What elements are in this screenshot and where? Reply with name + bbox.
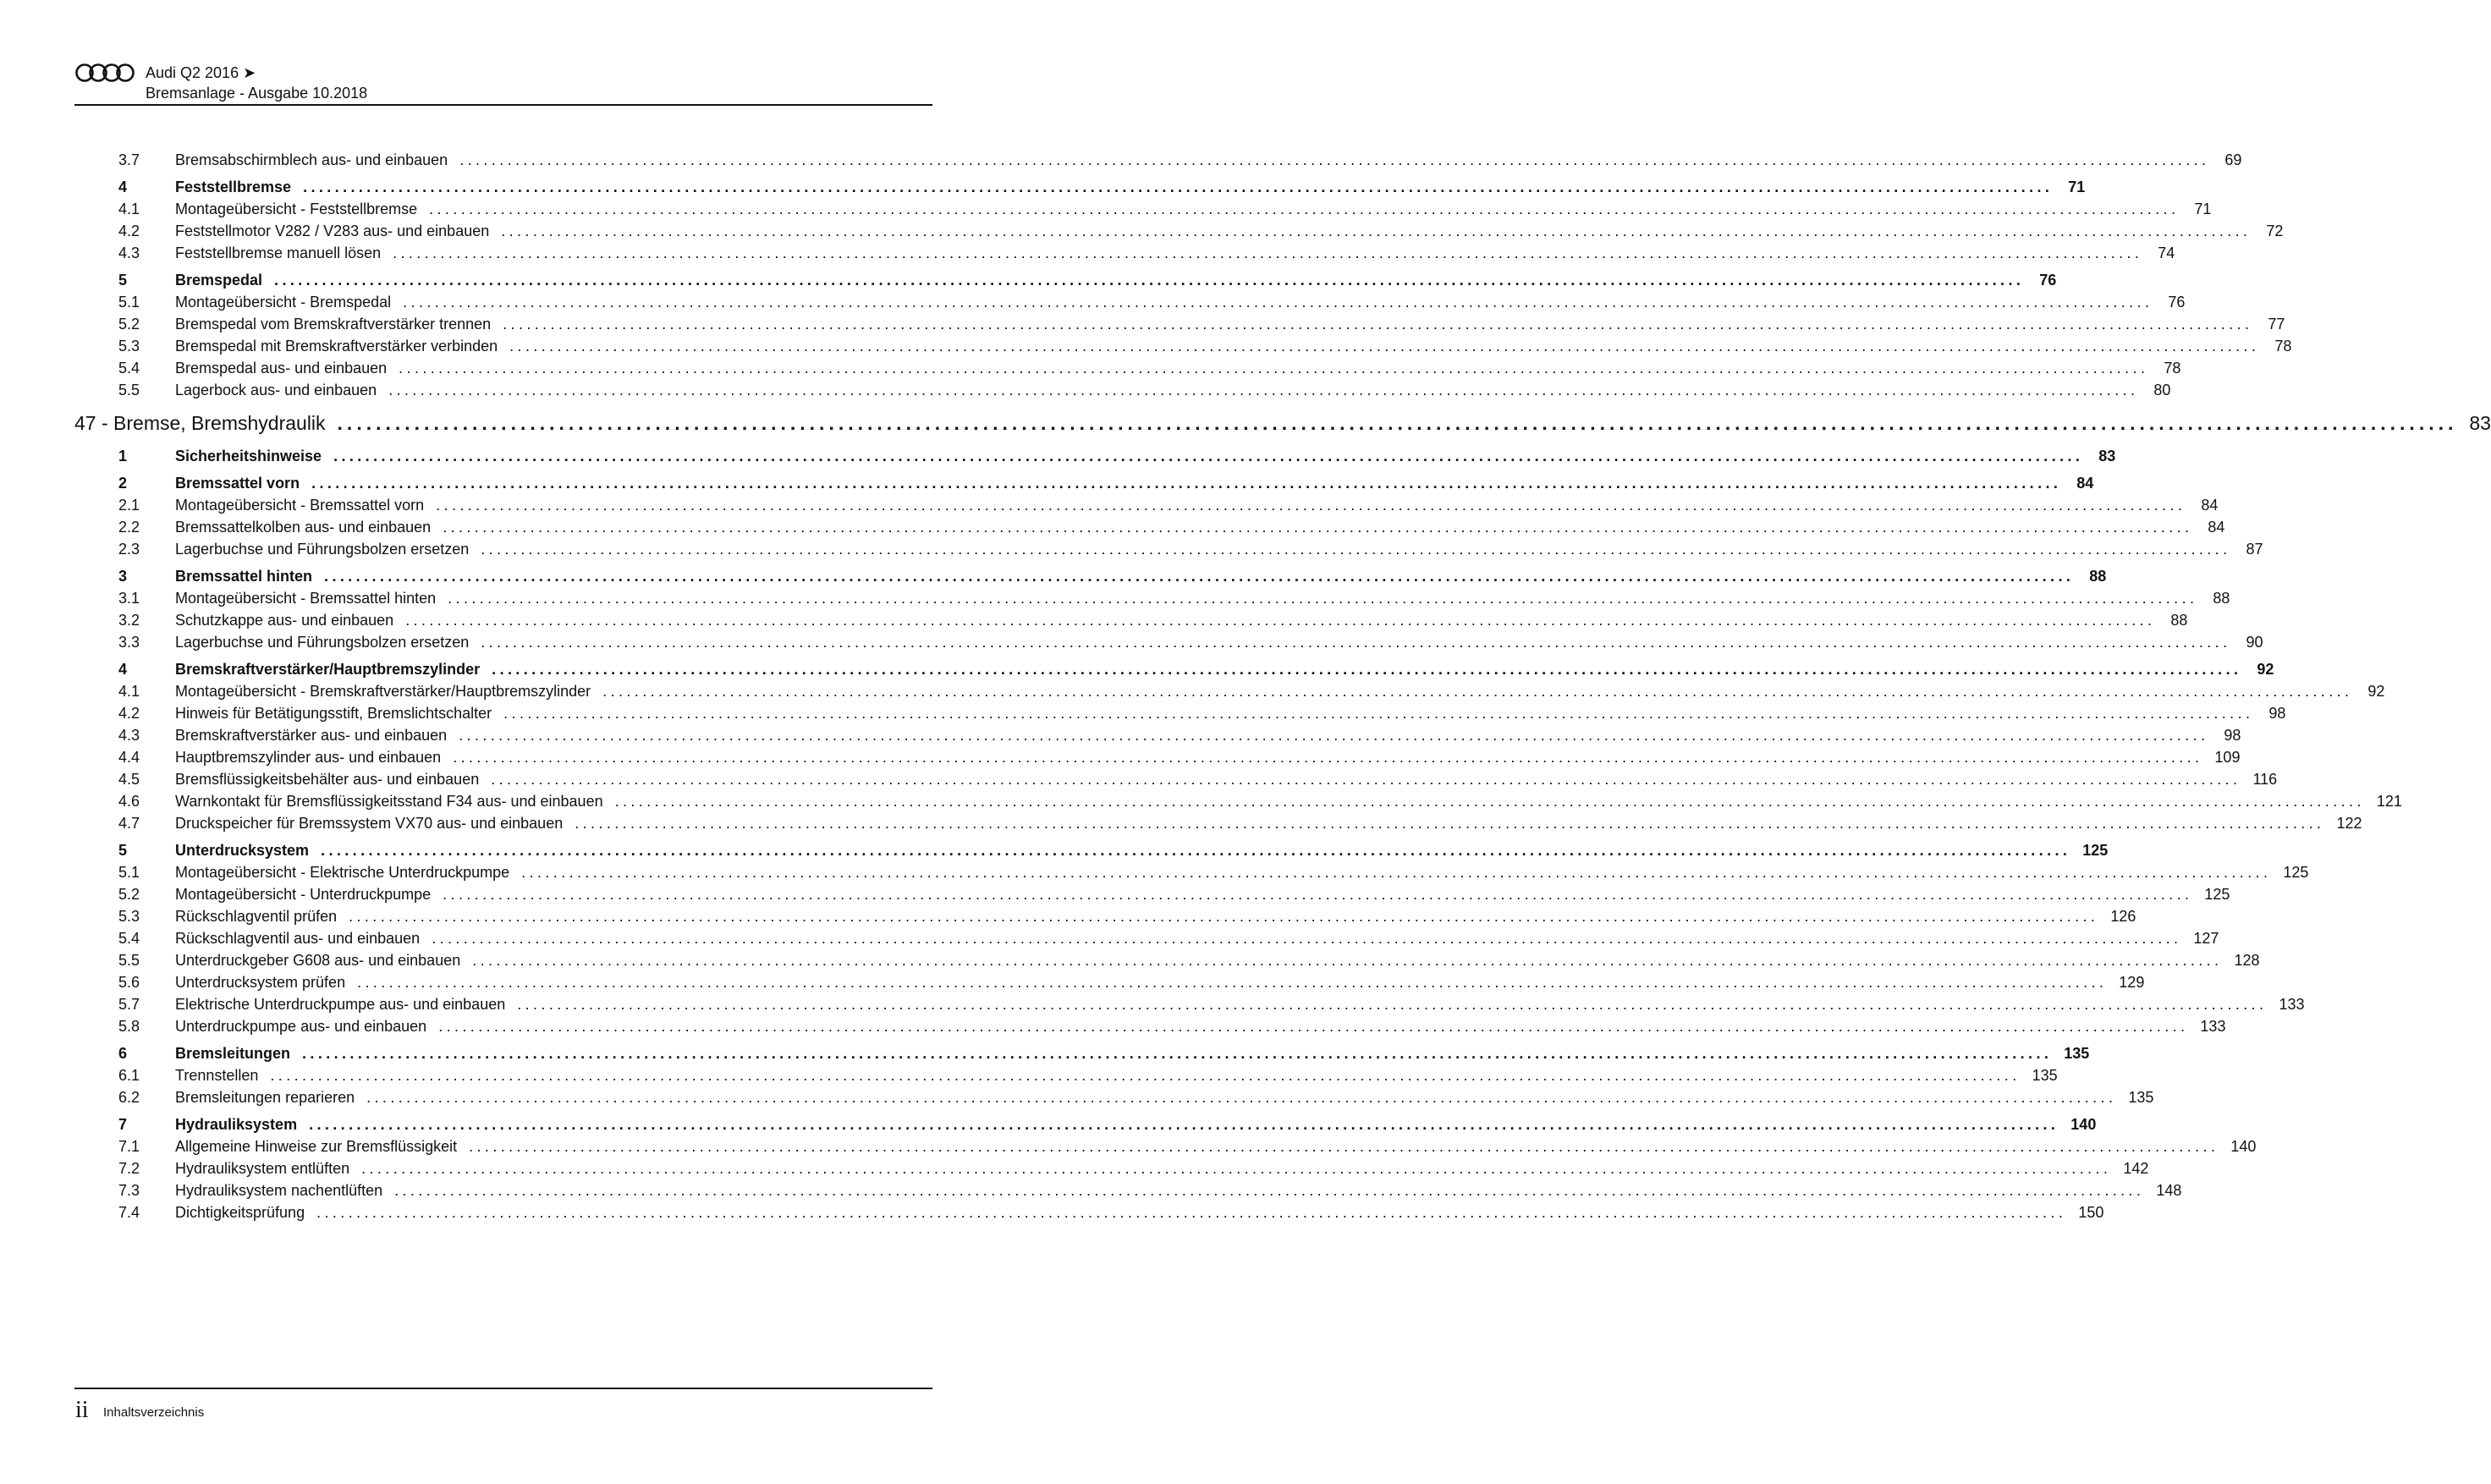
toc-number: 5.1	[118, 864, 140, 881]
toc-title: Bremspedal mit Bremskraftverstärker verbinden	[175, 338, 498, 355]
toc-number: 5.5	[118, 382, 140, 398]
dot-leader: ............................................................................................................................................................................................................................	[481, 541, 2231, 558]
toc-page-number: 150	[2078, 1204, 2104, 1221]
toc-number: 7.2	[118, 1160, 140, 1177]
toc-entry[interactable]	[74, 812, 2362, 834]
toc-entry[interactable]	[74, 993, 2305, 1015]
dot-leader: ............................................................................................................................................................................................................................	[302, 1045, 2053, 1062]
toc-number: 5.6	[118, 974, 140, 991]
toc-page-number: 135	[2032, 1067, 2058, 1084]
toc-entry[interactable]	[74, 379, 2171, 401]
toc-entry[interactable]	[74, 1157, 2149, 1179]
footer-label: Inhaltsverzeichnis	[103, 1405, 205, 1420]
toc-page-number: 77	[2268, 316, 2285, 333]
dot-leader: ............................................................................................................................................................................................................................	[393, 245, 2143, 261]
toc-number: 5.3	[118, 908, 140, 925]
toc-number: 5.7	[118, 996, 140, 1013]
toc-number: 6	[118, 1045, 128, 1062]
toc-section[interactable]	[74, 565, 2107, 587]
dot-leader: ............................................................................................................................................................................................................................	[602, 683, 2353, 700]
toc-title: Allgemeine Hinweise zur Bremsflüssigkeit	[175, 1138, 458, 1155]
toc-title: Bremsabschirmblech aus- und einbauen	[175, 151, 448, 168]
dot-leader: ............................................................................................................................................................................................................................	[443, 519, 2193, 536]
toc-number: 4.1	[118, 683, 140, 700]
toc-title: Hauptbremszylinder aus- und einbauen	[175, 749, 442, 766]
toc-entry[interactable]	[74, 149, 2242, 171]
dot-leader: ............................................................................................................................................................................................................................	[321, 842, 2071, 859]
dot-leader: ............................................................................................................................................................................................................................	[361, 1160, 2112, 1177]
toc-page-number: 88	[2089, 568, 2107, 585]
dot-leader: ............................................................................................................................................................................................................................	[491, 771, 2241, 788]
toc-page-number: 135	[2064, 1045, 2090, 1062]
toc-number: 3.7	[118, 151, 140, 168]
dot-leader: ............................................................................................................................................................................................................................	[349, 908, 2099, 925]
toc-entry[interactable]	[74, 538, 2263, 560]
toc-page-number: 98	[2224, 727, 2241, 744]
toc-title: Hydrauliksystem	[175, 1116, 298, 1133]
toc-title: Elektrische Unterdruckpumpe aus- und einbauen	[175, 996, 506, 1013]
toc-title: Unterdruckpumpe aus- und einbauen	[175, 1018, 427, 1035]
toc-title: Dichtigkeitsprüfung	[175, 1204, 305, 1221]
toc-page-number: 148	[2156, 1182, 2182, 1199]
toc-title: Unterdrucksystem prüfen	[175, 974, 346, 991]
toc-entry[interactable]	[74, 702, 2286, 724]
toc-entry[interactable]	[74, 1064, 2058, 1086]
toc-title: Bremspedal	[175, 272, 263, 289]
toc-page-number: 140	[2070, 1116, 2097, 1133]
toc-page-number: 69	[2224, 151, 2242, 168]
toc-entry[interactable]	[74, 680, 2385, 702]
dot-leader: ............................................................................................................................................................................................................................	[459, 727, 2209, 744]
dot-leader: ............................................................................................................................................................................................................................	[436, 497, 2186, 514]
toc-page-number: 74	[2158, 245, 2175, 261]
toc-section[interactable]	[74, 1042, 2090, 1064]
toc-number: 4	[118, 179, 128, 195]
toc-number: 4	[118, 661, 128, 678]
dot-leader: ............................................................................................................................................................................................................................	[388, 382, 2139, 398]
toc-page-number: 76	[2039, 272, 2057, 289]
toc-title: Bremsleitungen reparieren	[175, 1089, 355, 1106]
toc-number: 4.4	[118, 749, 140, 766]
toc-entry[interactable]	[74, 746, 2241, 768]
dot-leader: ............................................................................................................................................................................................................................	[394, 1182, 2145, 1199]
toc-page-number: 116	[2252, 771, 2278, 788]
toc-entry[interactable]	[74, 1015, 2226, 1037]
toc-entry[interactable]	[74, 1179, 2182, 1201]
toc-page-number: 92	[2367, 683, 2385, 700]
toc-entry[interactable]	[74, 587, 2230, 609]
toc-title: Hinweis für Betätigungsstift, Bremslichtschalter	[175, 705, 492, 722]
toc-number: 4.7	[118, 815, 140, 832]
toc-page-number: 142	[2123, 1160, 2149, 1177]
toc-number: 5.1	[118, 294, 140, 311]
toc-section[interactable]	[74, 472, 2094, 494]
toc-page-number: 71	[2194, 201, 2212, 217]
toc-page-number: 80	[2153, 382, 2171, 398]
toc-title: Lagerbuchse und Führungsbolzen ersetzen	[175, 541, 470, 558]
dot-leader: ............................................................................................................................................................................................................................	[614, 793, 2365, 810]
dot-leader: ............................................................................................................................................................................................................................	[503, 705, 2254, 722]
toc-section[interactable]	[74, 658, 2274, 680]
toc-page-number: 125	[2204, 886, 2230, 903]
toc-section[interactable]	[74, 269, 2057, 291]
dot-leader: ............................................................................................................................................................................................................................	[316, 1204, 2067, 1221]
dot-leader: ............................................................................................................................................................................................................................	[324, 568, 2075, 585]
manual-title: Bremsanlage - Ausgabe 10.2018	[146, 85, 368, 102]
toc-page-number: 98	[2268, 705, 2286, 722]
toc-section[interactable]	[74, 1113, 2097, 1135]
toc-number: 5	[118, 842, 128, 859]
toc-number: 4.1	[118, 201, 140, 217]
dot-leader: ............................................................................................................................................................................................................................	[469, 1138, 2219, 1155]
toc-page-number: 133	[2279, 996, 2305, 1013]
toc-entry[interactable]	[74, 313, 2285, 335]
toc-entry[interactable]	[74, 220, 2284, 242]
toc-title: Feststellmotor V282 / V283 aus- und einbauen	[175, 223, 490, 239]
dot-leader: ............................................................................................................................................................................................................................	[274, 272, 2025, 289]
toc-page-number: 87	[2246, 541, 2263, 558]
dot-leader: ............................................................................................................................................................................................................................	[429, 201, 2180, 217]
toc-title: Warnkontakt für Bremsflüssigkeitsstand F34 aus- und einbauen	[175, 793, 603, 810]
toc-page-number: 125	[2082, 842, 2109, 859]
dot-leader: ............................................................................................................................................................................................................................	[333, 448, 2084, 464]
dot-leader: ............................................................................................................................................................................................................................	[432, 930, 2182, 947]
toc-number: 3.2	[118, 612, 140, 629]
toc-page-number: 76	[2168, 294, 2186, 311]
toc-title: Hydrauliksystem nachentlüften	[175, 1182, 383, 1199]
dot-leader: ............................................................................................................................................................................................................................	[311, 475, 2062, 492]
toc-page-number: 71	[2068, 179, 2086, 195]
toc-entry[interactable]	[74, 883, 2230, 905]
dot-leader: ............................................................................................................................................................................................................................	[509, 338, 2260, 355]
toc-title: Montageübersicht - Bremssattel vorn	[175, 497, 425, 514]
toc-title: Bremspedal aus- und einbauen	[175, 360, 388, 376]
toc-title: Montageübersicht - Feststellbremse	[175, 201, 418, 217]
toc-chapter[interactable]	[74, 409, 2491, 440]
toc-number: 7.1	[118, 1138, 140, 1155]
table-of-contents	[74, 149, 2491, 1223]
toc-title: Lagerbock aus- und einbauen	[175, 382, 377, 398]
toc-number: 5.2	[118, 886, 140, 903]
toc-entry[interactable]	[74, 971, 2145, 993]
toc-page-number: 88	[2213, 590, 2230, 607]
toc-entry[interactable]	[74, 242, 2175, 264]
toc-number: 3.3	[118, 634, 140, 651]
toc-number: 4.2	[118, 223, 140, 239]
toc-number: 1	[118, 448, 128, 464]
header-divider	[74, 104, 932, 106]
toc-title: Montageübersicht - Bremssattel hinten	[175, 590, 437, 607]
toc-page-number: 84	[2208, 519, 2225, 536]
toc-number: 5.4	[118, 930, 140, 947]
toc-title: Bremsflüssigkeitsbehälter aus- und einbauen	[175, 771, 480, 788]
toc-section[interactable]	[74, 445, 2116, 467]
toc-page-number: 84	[2076, 475, 2094, 492]
toc-page-number: 135	[2128, 1089, 2154, 1106]
toc-entry[interactable]	[74, 609, 2188, 631]
toc-entry[interactable]	[74, 291, 2186, 313]
toc-number: 3	[118, 568, 128, 585]
toc-entry[interactable]	[74, 198, 2212, 220]
toc-entry[interactable]	[74, 905, 2136, 927]
vehicle-model: Audi Q2 2016 ➤	[146, 64, 256, 81]
dot-leader: ............................................................................................................................................................................................................................	[405, 612, 2156, 629]
toc-number: 5.3	[118, 338, 140, 355]
dot-leader: ............................................................................................................................................................................................................................	[399, 360, 2149, 376]
toc-title: Montageübersicht - Bremspedal	[175, 294, 392, 311]
toc-number: 4.3	[118, 727, 140, 744]
toc-page-number: 78	[2164, 360, 2181, 376]
toc-number: 2.2	[118, 519, 140, 536]
toc-page-number: 109	[2214, 749, 2241, 766]
toc-entry[interactable]	[74, 949, 2260, 971]
dot-leader: ............................................................................................................................................................................................................................	[521, 864, 2272, 881]
dot-leader: ............................................................................................................................................................................................................................	[453, 749, 2203, 766]
dot-leader: ............................................................................................................................................................................................................................	[403, 294, 2153, 311]
toc-title: 47 - Bremse, Bremshydraulik	[74, 412, 326, 434]
toc-number: 6.1	[118, 1067, 140, 1084]
toc-title: Bremspedal vom Bremskraftverstärker trennen	[175, 316, 492, 333]
toc-page-number: 125	[2283, 864, 2309, 881]
toc-page-number: 83	[2469, 412, 2491, 434]
dot-leader: ............................................................................................................................................................................................................................	[438, 1018, 2189, 1035]
toc-page-number: 126	[2110, 908, 2136, 925]
toc-page-number: 78	[2274, 338, 2292, 355]
toc-number: 5	[118, 272, 128, 289]
toc-title: Rückschlagventil prüfen	[175, 908, 338, 925]
toc-title: Bremssattelkolben aus- und einbauen	[175, 519, 432, 536]
toc-title: Bremskraftverstärker/Hauptbremszylinder	[175, 661, 481, 678]
toc-page-number: 128	[2234, 952, 2260, 969]
toc-entry[interactable]	[74, 1135, 2257, 1157]
footer-page-number: ii	[75, 1397, 89, 1423]
toc-title: Bremskraftverstärker aus- und einbauen	[175, 727, 448, 744]
toc-number: 7	[118, 1116, 128, 1133]
toc-entry[interactable]	[74, 790, 2402, 812]
toc-section[interactable]	[74, 176, 2086, 198]
toc-entry[interactable]	[74, 1086, 2154, 1108]
dot-leader: ............................................................................................................................................................................................................................	[517, 996, 2268, 1013]
toc-entry[interactable]	[74, 861, 2309, 883]
audi-rings-icon	[74, 63, 135, 83]
toc-title: Bremsleitungen	[175, 1045, 291, 1062]
toc-title: Feststellbremse manuell lösen	[175, 245, 382, 261]
toc-entry[interactable]	[74, 494, 2219, 516]
dot-leader: ............................................................................................................................................................................................................................	[472, 952, 2223, 969]
footer-divider	[74, 1388, 932, 1389]
dot-leader: ............................................................................................................................................................................................................................	[337, 412, 2458, 434]
dot-leader: ............................................................................................................................................................................................................................	[459, 151, 2210, 168]
toc-page-number: 92	[2257, 661, 2274, 678]
toc-entry[interactable]	[74, 631, 2263, 653]
toc-number: 6.2	[118, 1089, 140, 1106]
toc-number: 7.3	[118, 1182, 140, 1199]
toc-title: Montageübersicht - Elektrische Unterdruckpumpe	[175, 864, 510, 881]
dot-leader: ............................................................................................................................................................................................................................	[492, 661, 2242, 678]
toc-entry[interactable]	[74, 927, 2219, 949]
dot-leader: ............................................................................................................................................................................................................................	[270, 1067, 2021, 1084]
toc-title: Hydrauliksystem entlüften	[175, 1160, 350, 1177]
toc-entry[interactable]	[74, 516, 2225, 538]
toc-number: 4.3	[118, 245, 140, 261]
toc-title: Bremssattel hinten	[175, 568, 313, 585]
toc-page-number: 88	[2170, 612, 2188, 629]
toc-number: 4.5	[118, 771, 140, 788]
toc-number: 5.5	[118, 952, 140, 969]
dot-leader: ............................................................................................................................................................................................................................	[575, 815, 2325, 832]
toc-number: 5.4	[118, 360, 140, 376]
toc-section[interactable]	[74, 839, 2109, 861]
toc-title: Unterdrucksystem	[175, 842, 310, 859]
toc-page-number: 140	[2230, 1138, 2257, 1155]
toc-number: 7.4	[118, 1204, 140, 1221]
toc-title: Montageübersicht - Unterdruckpumpe	[175, 886, 432, 903]
toc-entry[interactable]	[74, 768, 2278, 790]
toc-number: 4.2	[118, 705, 140, 722]
toc-title: Unterdruckgeber G608 aus- und einbauen	[175, 952, 461, 969]
dot-leader: ............................................................................................................................................................................................................................	[366, 1089, 2117, 1106]
dot-leader: ............................................................................................................................................................................................................................	[309, 1116, 2059, 1133]
toc-title: Trennstellen	[175, 1067, 259, 1084]
toc-number: 2.1	[118, 497, 140, 514]
dot-leader: ............................................................................................................................................................................................................................	[303, 179, 2054, 195]
dot-leader: ............................................................................................................................................................................................................................	[501, 223, 2252, 239]
toc-number: 4.6	[118, 793, 140, 810]
toc-page-number: 72	[2266, 223, 2284, 239]
dot-leader: ............................................................................................................................................................................................................................	[503, 316, 2253, 333]
toc-title: Sicherheitshinweise	[175, 448, 322, 464]
toc-number: 2	[118, 475, 128, 492]
toc-title: Montageübersicht - Bremskraftverstärker/Hauptbremszylinder	[175, 683, 591, 700]
toc-title: Druckspeicher für Bremssystem VX70 aus- und einbauen	[175, 815, 564, 832]
toc-entry[interactable]	[74, 1201, 2104, 1223]
toc-title: Schutzkappe aus- und einbauen	[175, 612, 394, 629]
toc-number: 5.8	[118, 1018, 140, 1035]
toc-page-number: 121	[2376, 793, 2402, 810]
toc-page-number: 122	[2336, 815, 2362, 832]
toc-entry[interactable]	[74, 724, 2241, 746]
toc-title: Feststellbremse	[175, 179, 292, 195]
toc-page-number: 133	[2200, 1018, 2226, 1035]
dot-leader: ............................................................................................................................................................................................................................	[357, 974, 2108, 991]
toc-page-number: 84	[2201, 497, 2219, 514]
toc-page-number: 127	[2193, 930, 2219, 947]
dot-leader: ............................................................................................................................................................................................................................	[448, 590, 2198, 607]
toc-number: 3.1	[118, 590, 140, 607]
toc-entry[interactable]	[74, 357, 2181, 379]
toc-number: 2.3	[118, 541, 140, 558]
toc-page-number: 129	[2119, 974, 2145, 991]
toc-title: Bremssattel vorn	[175, 475, 300, 492]
toc-title: Rückschlagventil aus- und einbauen	[175, 930, 421, 947]
toc-title: Lagerbuchse und Führungsbolzen ersetzen	[175, 634, 470, 651]
dot-leader: ............................................................................................................................................................................................................................	[481, 634, 2231, 651]
toc-entry[interactable]	[74, 335, 2292, 357]
toc-page-number: 90	[2246, 634, 2263, 651]
dot-leader: ............................................................................................................................................................................................................................	[443, 886, 2193, 903]
toc-page-number: 83	[2098, 448, 2116, 464]
toc-number: 5.2	[118, 316, 140, 333]
